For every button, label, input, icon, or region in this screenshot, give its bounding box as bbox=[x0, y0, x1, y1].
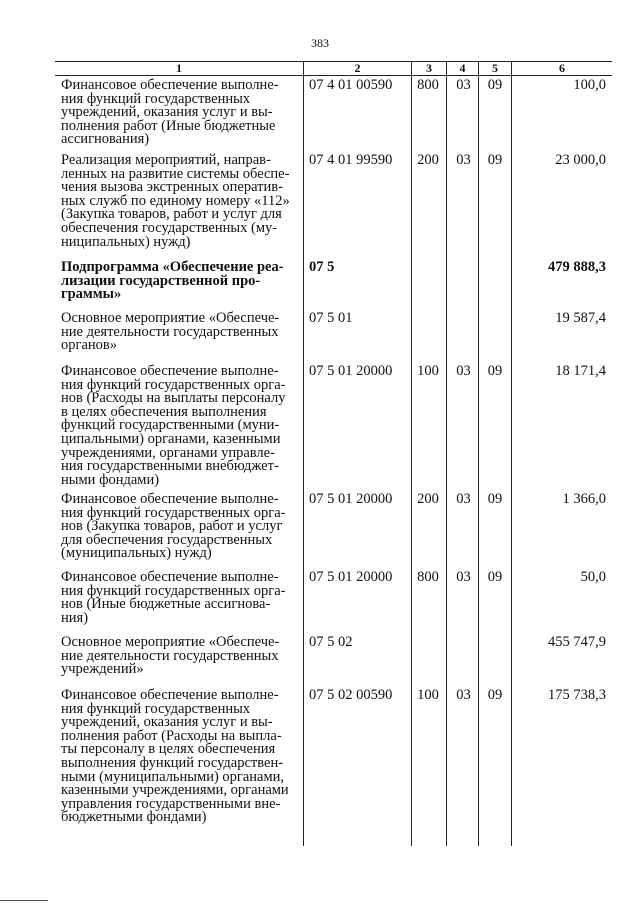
column-divider bbox=[511, 61, 512, 846]
row-name: Финансовое обеспечение выполне- ния функций государственных орга- нов (Расходы на выплаты персоналу в целях обеспечения выполнения функций государственными (муни- ципальными) органами, казенными учреждениями, органами управле- ния государственными внебюджет- ными фондами) bbox=[61, 363, 286, 488]
row-name: Финансовое обеспечение выполне- ния функций государственных орга- нов (Иные бюджетные ассигнова- ния) bbox=[61, 569, 286, 626]
row-pr: 09 bbox=[487, 687, 503, 703]
row-amount: 18 171,4 bbox=[555, 363, 606, 379]
row-code: 07 5 01 20000 bbox=[309, 569, 393, 585]
row-code: 07 5 02 00590 bbox=[309, 687, 393, 703]
row-name: Основное мероприятие «Обеспече- ние деятельности государственных учреждений» bbox=[61, 634, 280, 678]
row-amount: 23 000,0 bbox=[555, 152, 606, 168]
row-code: 07 5 01 20000 bbox=[309, 491, 393, 507]
budget-table bbox=[55, 61, 612, 846]
header-col-6: 6 bbox=[559, 61, 565, 75]
row-vr: 100 bbox=[417, 687, 439, 703]
row-pr: 09 bbox=[487, 363, 503, 379]
row-amount: 479 888,3 bbox=[548, 259, 606, 275]
row-name: Финансовое обеспечение выполне- ния функций государственных орга- нов (Закупка товаров, работ и услуг для обеспечения государственных (муниципальных) нужд) bbox=[61, 491, 286, 562]
row-vr: 800 bbox=[417, 569, 439, 585]
row-rz: 03 bbox=[456, 77, 471, 93]
header-col-2: 2 bbox=[354, 61, 361, 75]
row-pr: 09 bbox=[487, 152, 503, 168]
column-divider bbox=[478, 61, 479, 846]
row-vr: 200 bbox=[417, 152, 439, 168]
row-rz: 03 bbox=[456, 152, 471, 168]
row-vr: 800 bbox=[417, 77, 439, 93]
row-amount: 100,0 bbox=[573, 77, 606, 93]
row-code: 07 4 01 99590 bbox=[309, 152, 393, 168]
row-name: Подпрограмма «Обеспечение реа- лизации государственной про- граммы» bbox=[61, 259, 284, 303]
row-amount: 50,0 bbox=[580, 569, 606, 585]
row-pr: 09 bbox=[487, 569, 503, 585]
row-amount: 175 738,3 bbox=[548, 687, 606, 703]
footer-divider bbox=[0, 900, 48, 901]
row-pr: 09 bbox=[487, 77, 503, 93]
page-number: 383 bbox=[311, 36, 329, 50]
row-name: Основное мероприятие «Обеспече- ние деятельности государственных органов» bbox=[61, 310, 280, 354]
row-amount: 1 366,0 bbox=[562, 491, 606, 507]
header-bottom-border bbox=[55, 75, 612, 76]
header-col-1: 1 bbox=[176, 61, 182, 75]
column-divider bbox=[303, 61, 304, 846]
header-col-5: 5 bbox=[492, 61, 498, 75]
row-code: 07 5 01 20000 bbox=[309, 363, 393, 379]
header-col-4: 4 bbox=[459, 61, 466, 75]
row-rz: 03 bbox=[456, 491, 471, 507]
column-divider bbox=[411, 61, 412, 846]
row-vr: 200 bbox=[417, 491, 439, 507]
row-rz: 03 bbox=[456, 363, 471, 379]
row-amount: 19 587,4 bbox=[555, 310, 606, 326]
header-col-3: 3 bbox=[426, 61, 432, 75]
row-rz: 03 bbox=[456, 569, 471, 585]
column-divider bbox=[446, 61, 447, 846]
row-name: Реализация мероприятий, направ- ленных на развитие системы обеспе- чения вызова экстренных оператив- ных служб по единому номеру «112» (Закупка товаров, работ и услуг для обеспечения государственных (му- ниципальных) нужд) bbox=[61, 152, 290, 250]
row-amount: 455 747,9 bbox=[548, 634, 606, 650]
row-pr: 09 bbox=[487, 491, 503, 507]
row-code: 07 5 01 bbox=[309, 310, 353, 326]
row-code: 07 5 02 bbox=[309, 634, 353, 650]
row-rz: 03 bbox=[456, 687, 471, 703]
row-code: 07 5 bbox=[309, 259, 335, 275]
row-vr: 100 bbox=[417, 363, 439, 379]
row-name: Финансовое обеспечение выполне- ния функций государственных учреждений, оказания услуг и вы- полнения работ (Расходы на выпла- ты персоналу в целях обеспечения выполнения функций государствен- ными (муниципальными) органами, казенными учреждениями, органами управления государственными вне- бюджетными фондами) bbox=[61, 687, 289, 826]
row-code: 07 4 01 00590 bbox=[309, 77, 393, 93]
row-name: Финансовое обеспечение выполне- ния функций государственных учреждений, оказания услуг и вы- полнения работ (Иные бюджетные ассигнования) bbox=[61, 77, 279, 148]
